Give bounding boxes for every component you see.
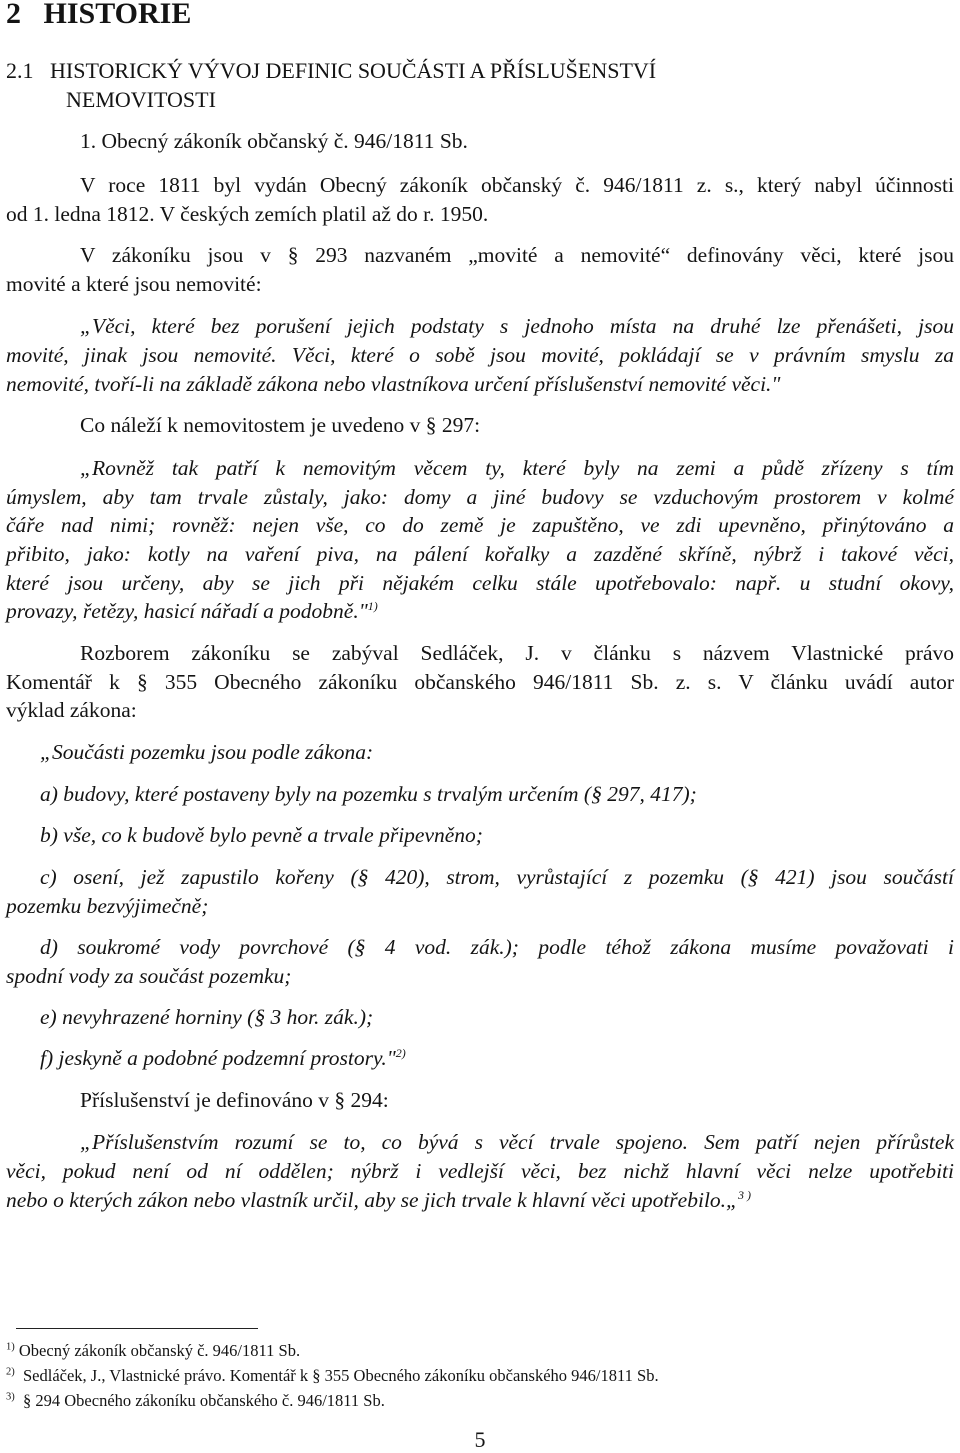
footnote-text: Sedláček, J., Vlastnické právo. Komentář k § 355 Obecného zákoníku občanského 946/1811 Sb. bbox=[23, 1366, 659, 1385]
list-item-text: f) jeskyně a podobné podzemní prostory." bbox=[40, 1046, 396, 1070]
quote-text: provazy, řetězy, hasicí nářadí a podobně." bbox=[6, 599, 368, 623]
paragraph-line: V roce 1811 byl vydán Obecný zákoník občanský č. 946/1811 z. s., který nabyl účinnosti bbox=[80, 173, 954, 197]
footnote-ref: 1) bbox=[367, 598, 378, 613]
quote-line: věci, pokud není od ní oddělen; nýbrž i vedlejší věci, bez nichž hlavní věci nelze upotřebiti bbox=[6, 1159, 954, 1183]
footnote-mark: 3) bbox=[6, 1391, 15, 1403]
list-item: d) soukromé vody povrchové (§ 4 vod. zák.); podle téhož zákona musíme považovati i bbox=[40, 935, 954, 959]
page-number: 5 bbox=[474, 1427, 486, 1452]
list-item: spodní vody za součást pozemku; bbox=[6, 964, 292, 988]
quote-line: movité, jinak jsou nemovité. Věci, které o sobě jsou movité, pokládají se v právním smyslu za bbox=[6, 343, 954, 367]
list-item: pozemku bezvýjimečně; bbox=[6, 894, 209, 918]
quote-line: „Příslušenstvím rozumí se to, co bývá s věcí trvale spojeno. Sem patří nejen přírůstek bbox=[80, 1130, 954, 1154]
quote-line bbox=[6, 598, 954, 624]
footnote-text: § 294 Obecného zákoníku občanského č. 946/1811 Sb. bbox=[23, 1391, 385, 1410]
quote-line: „Věci, které bez porušení jejich podstaty s jednoho místa na druhé lze přenášeti, jsou bbox=[80, 314, 954, 338]
section-heading-line2: NEMOVITOSTI bbox=[66, 87, 216, 112]
footnote-mark: 1) bbox=[6, 1341, 15, 1353]
footnote-mark: 2) bbox=[6, 1366, 15, 1378]
footnote-text: Obecný zákoník občanský č. 946/1811 Sb. bbox=[18, 1341, 301, 1360]
footnote bbox=[6, 1341, 954, 1361]
footnote-separator bbox=[16, 1328, 258, 1329]
paragraph-line: Komentář k § 355 Obecného zákoníku občanského 946/1811 Sb. z. s. V článku uvádí autor bbox=[6, 670, 954, 694]
quote-line: čáře nad nimi; rovněž: nejen vše, co do země je zapuštěno, ve zdi upevněno, přinýtováno a bbox=[6, 513, 954, 537]
quote-line bbox=[6, 1187, 954, 1213]
list-item: b) vše, co k budově bylo pevně a trvale připevněno; bbox=[40, 823, 483, 847]
quote-line: nemovité, tvoří-li na základě zákona nebo vlastníkova určení příslušenství nemovité věci." bbox=[6, 372, 781, 396]
paragraph-line: Příslušenství je definováno v § 294: bbox=[80, 1088, 389, 1112]
quote-line: které jsou určeny, aby se jich při nějakém celku stále upotřebovalo: např. u studní okovy, bbox=[6, 571, 954, 595]
list-item: c) osení, jež zapustilo kořeny (§ 420), strom, vyrůstající z pozemku (§ 421) jsou součástí bbox=[40, 865, 954, 889]
chapter-number: 2 bbox=[6, 0, 21, 30]
list-item: a) budovy, které postaveny byly na pozemku s trvalým určením (§ 297, 417); bbox=[40, 782, 697, 806]
quote-text: nebo o kterých zákon nebo vlastník určil, aby se jich trvale k hlavní věci upotřebilo.„ bbox=[6, 1188, 738, 1212]
footnote bbox=[6, 1391, 954, 1411]
chapter-heading bbox=[6, 0, 954, 31]
footnote-ref: 2) bbox=[395, 1045, 406, 1060]
section-number: 2.1 bbox=[6, 58, 34, 83]
quote-line: přibito, jako: kotly na vaření piva, na pálení kořalky a zazděné skříně, nýbrž i takové věci, bbox=[6, 542, 954, 566]
section-title: HISTORICKÝ VÝVOJ DEFINIC SOUČÁSTI A PŘÍSLUŠENSTVÍ bbox=[50, 58, 657, 83]
section-heading-line1 bbox=[6, 58, 954, 84]
list-item: e) nevyhrazené horniny (§ 3 hor. zák.); bbox=[40, 1005, 374, 1029]
paragraph-line: V zákoníku jsou v § 293 nazvaném „movité a nemovité“ definovány věci, které jsou bbox=[80, 243, 954, 267]
list-item bbox=[40, 1045, 954, 1071]
paragraph-line: výklad zákona: bbox=[6, 698, 137, 722]
paragraph-line: Rozborem zákoníku se zabýval Sedláček, J. v článku s názvem Vlastnické právo bbox=[80, 641, 954, 665]
list-intro: „Součásti pozemku jsou podle zákona: bbox=[40, 740, 374, 764]
quote-line: úmyslem, aby tam trvale zůstaly, jako: domy a jiné budovy se vzduchovým prostorem v kolmé bbox=[6, 485, 954, 509]
paragraph-line: movité a které jsou nemovité: bbox=[6, 272, 262, 296]
paragraph-line: od 1. ledna 1812. V českých zemích platil až do r. 1950. bbox=[6, 202, 489, 226]
quote-line: „Rovněž tak patří k nemovitým věcem ty, které byly na zemi a půdě zřízeny s tím bbox=[80, 456, 954, 480]
footnote bbox=[6, 1366, 954, 1386]
footnote-ref: 3 ) bbox=[738, 1187, 751, 1202]
paragraph-line: Co náleží k nemovitostem je uvedeno v § 297: bbox=[80, 413, 481, 437]
chapter-title: HISTORIE bbox=[43, 0, 192, 30]
subsection-heading: 1. Obecný zákoník občanský č. 946/1811 Sb. bbox=[80, 129, 468, 153]
